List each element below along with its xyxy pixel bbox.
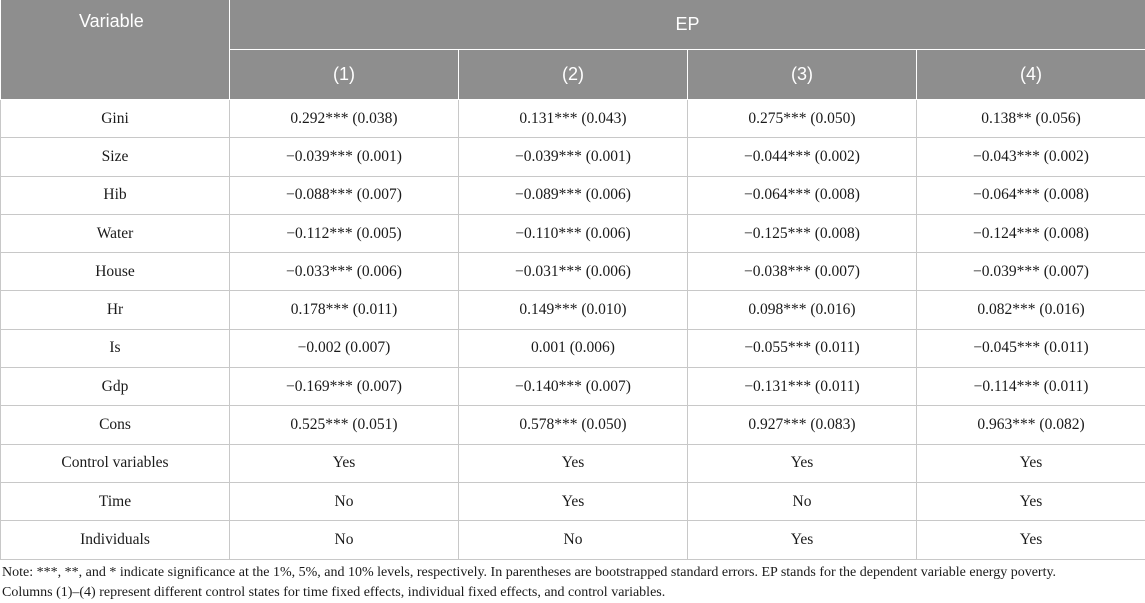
table-cell: 0.149*** (0.010): [459, 291, 688, 329]
table-cell: 0.178*** (0.011): [230, 291, 459, 329]
table-cell: −0.002 (0.007): [230, 329, 459, 367]
table-cell: −0.039*** (0.007): [917, 253, 1145, 291]
table-row: [1, 100, 1145, 138]
table-row: [1, 482, 1145, 520]
row-label: House: [1, 253, 230, 291]
table-cell: −0.124*** (0.008): [917, 214, 1145, 252]
table-cell: −0.031*** (0.006): [459, 253, 688, 291]
table-cell: −0.033*** (0.006): [230, 253, 459, 291]
table-cell: 0.927*** (0.083): [688, 406, 917, 444]
table-cell: −0.131*** (0.011): [688, 368, 917, 406]
row-label: Control variables: [1, 444, 230, 482]
table-cell: Yes: [459, 482, 688, 520]
header-col-3: (3): [688, 50, 917, 100]
table-cell: 0.578*** (0.050): [459, 406, 688, 444]
table-cell: 0.131*** (0.043): [459, 100, 688, 138]
row-label: Gdp: [1, 368, 230, 406]
row-label: Hr: [1, 291, 230, 329]
table-row: [1, 329, 1145, 367]
table-cell: Yes: [688, 444, 917, 482]
row-label: Gini: [1, 100, 230, 138]
table-body: [1, 100, 1145, 560]
table-cell: Yes: [917, 521, 1145, 559]
table-cell: Yes: [688, 521, 917, 559]
table-cell: Yes: [917, 482, 1145, 520]
header-variable: Variable: [1, 0, 230, 100]
table-row: [1, 138, 1145, 176]
note-line-1: Note: ***, **, and * indicate significance at the 1%, 5%, and 10% levels, respectively. In parentheses are bootstrapped standard errors. EP stands for the dependent variable energy poverty.: [2, 563, 1142, 583]
row-label: Individuals: [1, 521, 230, 559]
table-cell: −0.064*** (0.008): [917, 176, 1145, 214]
row-label: Water: [1, 214, 230, 252]
table-cell: 0.275*** (0.050): [688, 100, 917, 138]
table-cell: −0.114*** (0.011): [917, 368, 1145, 406]
row-label: Hib: [1, 176, 230, 214]
table-cell: −0.112*** (0.005): [230, 214, 459, 252]
row-label: Size: [1, 138, 230, 176]
header-col-1: (1): [230, 50, 459, 100]
table-cell: −0.140*** (0.007): [459, 368, 688, 406]
table-row: [1, 253, 1145, 291]
table-cell: 0.001 (0.006): [459, 329, 688, 367]
table-row: [1, 406, 1145, 444]
table-cell: 0.138** (0.056): [917, 100, 1145, 138]
table-cell: 0.963*** (0.082): [917, 406, 1145, 444]
table-cell: −0.055*** (0.011): [688, 329, 917, 367]
table-row: [1, 521, 1145, 559]
table-cell: −0.064*** (0.008): [688, 176, 917, 214]
table-cell: −0.045*** (0.011): [917, 329, 1145, 367]
header-ep: EP: [230, 0, 1145, 50]
table-cell: 0.525*** (0.051): [230, 406, 459, 444]
table-row: [1, 291, 1145, 329]
table-cell: −0.089*** (0.006): [459, 176, 688, 214]
table-cell: No: [230, 521, 459, 559]
table-note: [2, 563, 1142, 603]
table-cell: −0.039*** (0.001): [459, 138, 688, 176]
table-cell: 0.098*** (0.016): [688, 291, 917, 329]
row-label: Is: [1, 329, 230, 367]
table-cell: −0.038*** (0.007): [688, 253, 917, 291]
table-cell: 0.292*** (0.038): [230, 100, 459, 138]
note-line-2: Columns (1)–(4) represent different control states for time fixed effects, individual fixed effects, and control variables.: [2, 583, 1142, 603]
table-row: [1, 176, 1145, 214]
table-row: [1, 214, 1145, 252]
table-cell: −0.088*** (0.007): [230, 176, 459, 214]
table-cell: −0.125*** (0.008): [688, 214, 917, 252]
table-cell: −0.039*** (0.001): [230, 138, 459, 176]
header-col-2: (2): [459, 50, 688, 100]
table-cell: Yes: [230, 444, 459, 482]
table-cell: No: [459, 521, 688, 559]
table-cell: No: [230, 482, 459, 520]
table-cell: −0.110*** (0.006): [459, 214, 688, 252]
table-cell: −0.044*** (0.002): [688, 138, 917, 176]
table-row: [1, 444, 1145, 482]
row-label: Time: [1, 482, 230, 520]
header-col-4: (4): [917, 50, 1145, 100]
table-cell: −0.043*** (0.002): [917, 138, 1145, 176]
table-cell: −0.169*** (0.007): [230, 368, 459, 406]
row-label: Cons: [1, 406, 230, 444]
table-cell: Yes: [917, 444, 1145, 482]
table-row: [1, 368, 1145, 406]
table-cell: No: [688, 482, 917, 520]
table-cell: 0.082*** (0.016): [917, 291, 1145, 329]
table-cell: Yes: [459, 444, 688, 482]
